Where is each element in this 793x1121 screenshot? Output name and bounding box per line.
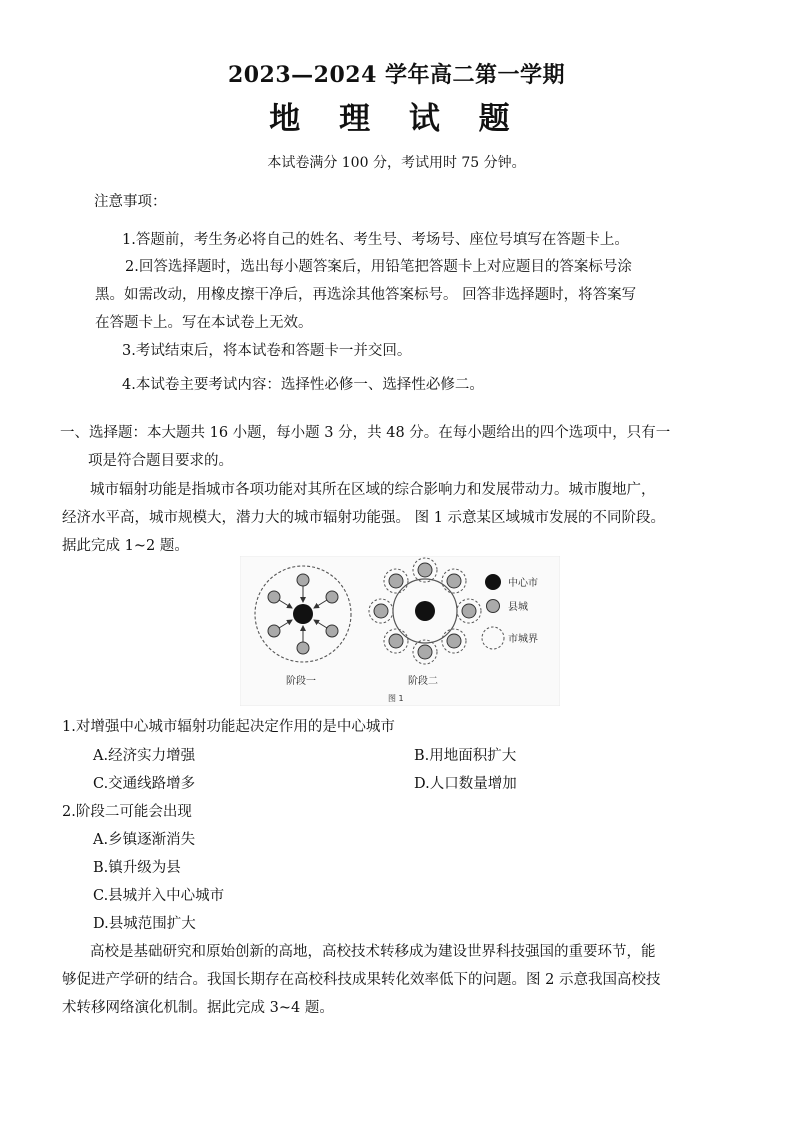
stage-2-county [418,563,432,577]
stage-1-county [326,591,338,603]
passage-2-line-3: 术转移网络演化机制。据此完成 3~4 题。 [62,1000,334,1016]
stage-1-county [297,642,309,654]
stage-1-center-city [293,604,313,624]
stage-1-county [268,591,280,603]
stage-2-label: 阶段二 [408,676,438,687]
question-1-option-b[interactable]: B.用地面积扩大 [414,748,517,764]
passage-1-line-3: 据此完成 1~2 题。 [62,538,189,554]
question-1-option-d[interactable]: D.人口数量增加 [414,776,517,792]
passage-2-line-1: 高校是基础研究和原始创新的高地，高校技术转移成为建设世界科技强国的重要环节，能 [90,944,656,960]
legend-county-label: 县城 [508,602,528,613]
exam-year-title: 2023—2024 学年高二第一学期 [227,62,566,88]
legend-center-city-label: 中心市 [508,578,538,589]
section-heading-line-2: 项是符合题目要求的。 [88,453,233,469]
question-2-option-d[interactable]: D.县城范围扩大 [93,916,196,932]
notes-title: 注意事项： [94,194,167,210]
stage-2-center-city [415,601,435,621]
question-2-option-c[interactable]: C.县城并入中心城市 [93,888,225,904]
note-3: 3.考试结束后，将本试卷和答题卡一并交回。 [122,343,412,359]
stage-2-county [447,574,461,588]
stage-2-county [374,604,388,618]
legend-boundary-label: 市城界 [508,634,538,645]
stage-2-county [389,574,403,588]
exam-subject-title: 地 理 试 题 [269,101,524,137]
question-1-stem: 1.对增强中心城市辐射功能起决定作用的是中心城市 [62,719,395,735]
figure-1-caption: 图 1 [388,694,404,703]
stage-1-county [326,625,338,637]
stage-2-county [462,604,476,618]
exam-info: 本试卷满分 100 分，考试用时 75 分钟。 [267,155,526,171]
question-2-option-a[interactable]: A.乡镇逐渐消失 [93,832,196,848]
stage-2-county [389,634,403,648]
passage-1-line-2: 经济水平高，城市规模大，潜力大的城市辐射功能强。 图 1 示意某区域城市发展的不同阶段。 [62,510,666,526]
question-1-option-c[interactable]: C.交通线路增多 [93,776,196,792]
note-1: 1.答题前，考生务必将自己的姓名、考生号、考场号、座位号填写在答题卡上。 [122,232,629,248]
note-4: 4.本试卷主要考试内容：选择性必修一、选择性必修二。 [122,377,484,393]
section-heading-line-1: 一、选择题：本大题共 16 小题，每小题 3 分，共 48 分。在每小题给出的四个选项中，只有一 [60,425,671,441]
passage-1-line-1: 城市辐射功能是指城市各项功能对其所在区域的综合影响力和发展带动力。城市腹地广， [90,482,656,498]
question-1-option-a[interactable]: A.经济实力增强 [93,748,196,764]
note-2-line-1: 2.回答选择题时，选出每小题答案后，用铅笔把答题卡上对应题目的答案标号涂 [125,259,632,275]
stage-2-county [418,645,432,659]
stage-2-county [447,634,461,648]
figure-1-city-stages [240,556,560,706]
stage-1-label: 阶段一 [286,676,316,687]
passage-2-line-2: 够促进产学研的结合。我国长期存在高校科技成果转化效率低下的问题。图 2 示意我国高校技 [62,972,661,988]
legend-center-city-symbol [485,574,501,590]
question-2-stem: 2.阶段二可能会出现 [62,804,192,820]
question-2-option-b[interactable]: B.镇升级为县 [93,860,181,876]
note-2-line-3: 在答题卡上。写在本试卷上无效。 [95,315,313,331]
stage-1-county [297,574,309,586]
note-2-line-2: 黑。如需改动，用橡皮擦干净后，再选涂其他答案标号。 回答非选择题时，将答案写 [95,287,637,303]
stage-1-county [268,625,280,637]
legend-county-symbol [487,600,500,613]
